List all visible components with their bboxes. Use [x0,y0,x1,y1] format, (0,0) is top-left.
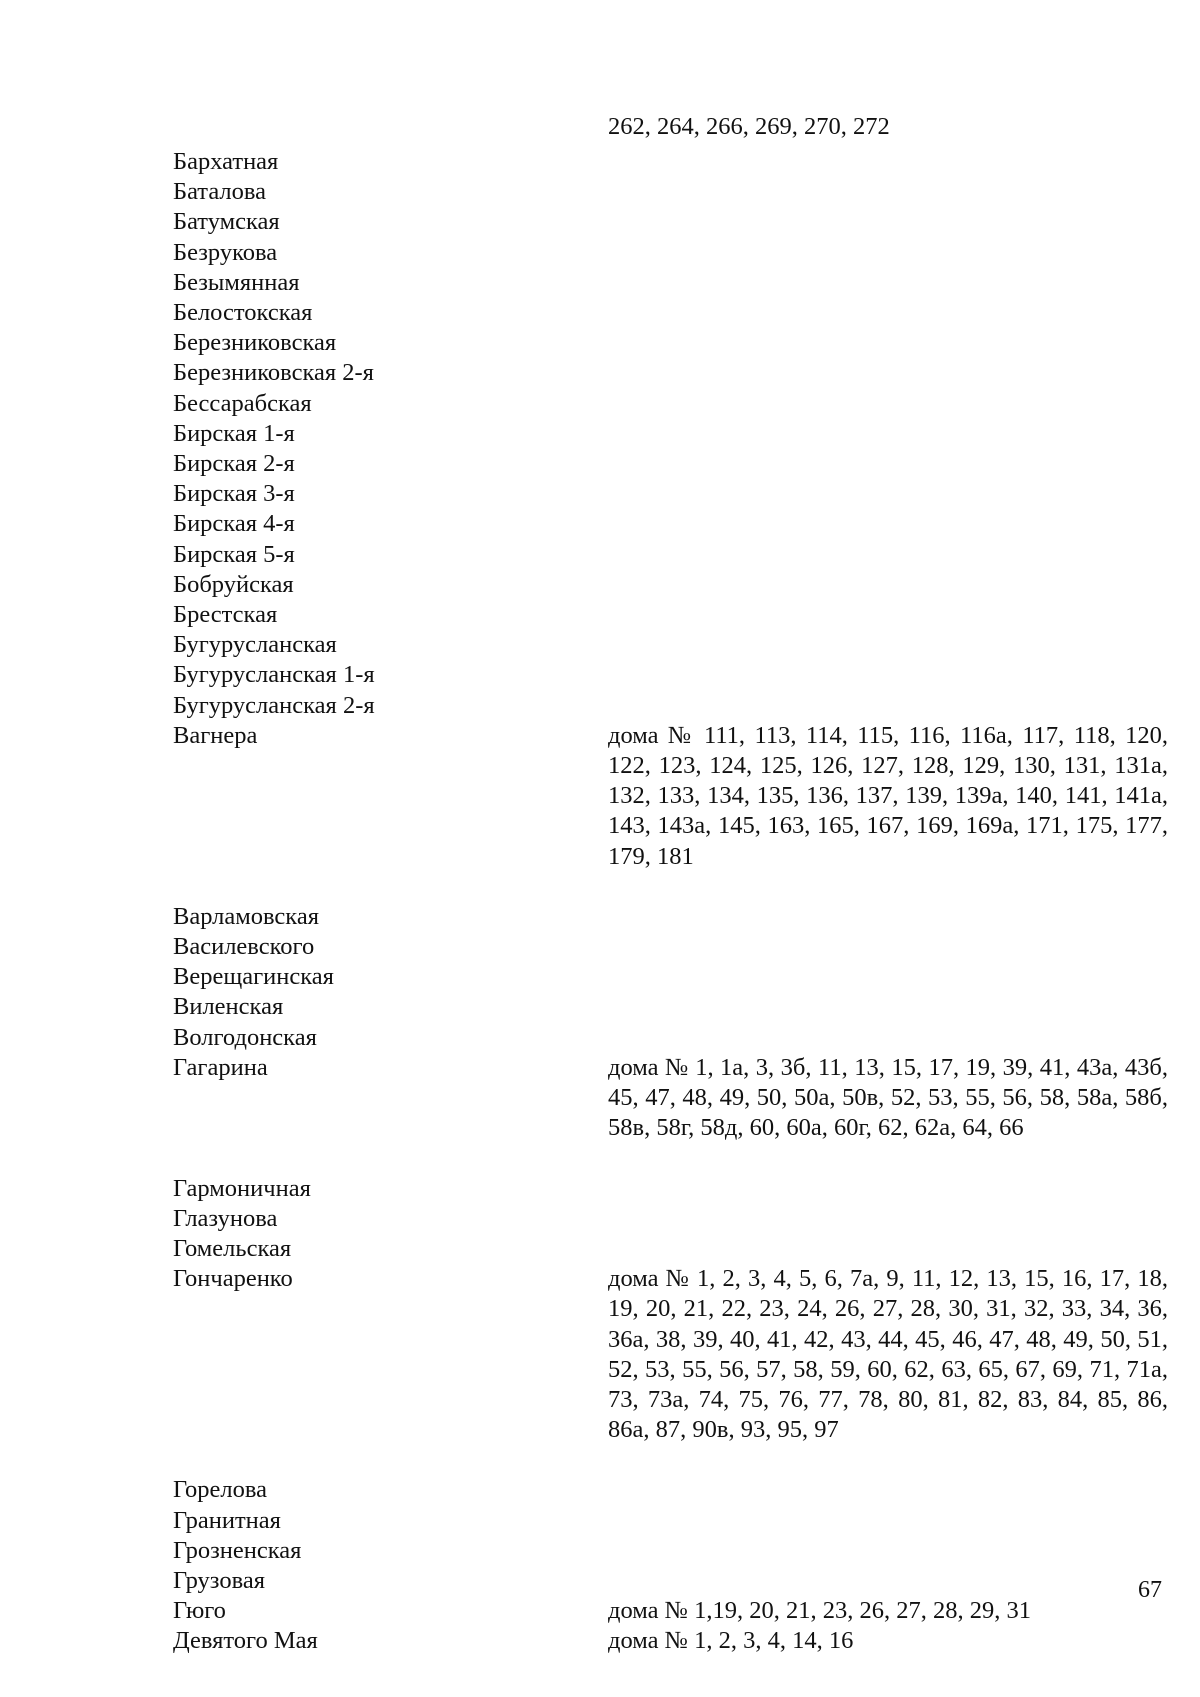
street-list [0,147,1200,1657]
street-row [0,630,1200,660]
street-row [0,1626,1200,1656]
street-name: Верещагинская [173,963,334,991]
street-row [0,1023,1200,1053]
street-name: Батумская [173,208,280,236]
street-row [0,1204,1200,1234]
house-numbers: дома № 1,19, 20, 21, 23, 26, 27, 28, 29, 31 [608,1597,1031,1625]
street-row [0,962,1200,992]
street-name: Гомельская [173,1234,292,1262]
street-name: Брестская [173,601,278,629]
street-row [0,1566,1200,1596]
street-row [0,358,1200,388]
street-name: Бирская 4-я [173,510,295,538]
street-name: Бугурусланская [173,631,337,659]
street-row [0,238,1200,268]
street-row [0,660,1200,690]
street-name: Гагарина [173,1053,268,1081]
page-number: 67 [1138,1577,1162,1603]
street-row [0,419,1200,449]
street-name: Бугурусланская 2-я [173,691,375,719]
street-row [0,479,1200,509]
street-name: Бирская 3-я [173,480,295,508]
street-row [0,1264,1200,1445]
street-row [0,1174,1200,1204]
street-name: Баталова [173,178,266,206]
street-row [0,600,1200,630]
street-name: Безымянная [173,268,300,296]
street-name: Варламовская [173,902,319,930]
street-name: Березниковская [173,329,337,357]
street-name: Гармоничная [173,1174,311,1202]
street-row [0,721,1200,872]
street-row [0,902,1200,932]
street-name: Бархатная [173,148,279,175]
street-row [0,691,1200,721]
street-name: Василевского [173,933,315,961]
house-numbers: дома № 1, 2, 3, 4, 14, 16 [608,1627,854,1655]
street-row [0,540,1200,570]
street-name: Грозненская [173,1536,302,1564]
street-row [0,268,1200,298]
street-row [0,147,1200,177]
street-name: Горелова [173,1476,267,1504]
street-name: Бирская 1-я [173,419,295,447]
street-row [0,389,1200,419]
street-name: Девятого Мая [173,1627,318,1655]
street-name: Гранитная [173,1506,281,1534]
street-row [0,449,1200,479]
street-name: Бирская 2-я [173,450,295,478]
house-numbers: дома № 1, 1а, 3, 3б, 11, 13, 15, 17, 19, 39, 41, 43а, 43б, 45, 47, 48, 49, 50, 50а, 50в, 52, 53, 55, 56, 58, 58а, 58б, 58в, 58г, 58д, 60, 60а, 60г, 62, 62а, 64, 66 [608,1053,1168,1142]
street-name: Глазунова [173,1204,278,1232]
street-name: Белостокская [173,299,313,327]
street-name: Бугурусланская 1-я [173,661,375,689]
street-row [0,207,1200,237]
street-row [0,298,1200,328]
street-name: Волгодонская [173,1023,317,1051]
street-name: Гюго [173,1597,226,1625]
street-row [0,932,1200,962]
street-row [0,1506,1200,1536]
street-name: Бессарабская [173,389,312,417]
street-name: Березниковская 2-я [173,359,374,387]
street-row [0,570,1200,600]
continued-house-numbers: 262, 264, 266, 269, 270, 272 [608,113,890,140]
house-numbers: дома № 1, 2, 3, 4, 5, 6, 7а, 9, 11, 12, 13, 15, 16, 17, 18, 19, 20, 21, 22, 23, 24, 26, 27, 28, 30, 31, 32, 33, 34, 36, 36а, 38, 39, 40, 41, 42, 43, 44, 45, 46, 47, 48, 49, 50, 51, 52, 53, 55, 56, 57, 58, 59, 60, 62, 63, 65, 67, 69, 71, 71а, 73, 73а, 74, 75, 76, 77, 78, 80, 81, 82, 83, 84, 85, 86, 86а, 87, 90в, 93, 95, 97 [608,1265,1168,1444]
street-name: Безрукова [173,238,278,266]
street-row [0,1596,1200,1626]
street-name: Вагнера [173,721,258,749]
street-name: Грузовая [173,1566,265,1594]
street-name: Бирская 5-я [173,540,295,568]
street-name: Виленская [173,993,284,1021]
street-row [0,177,1200,207]
street-row [0,1234,1200,1264]
street-row [0,1053,1200,1144]
street-name: Гончаренко [173,1265,293,1293]
street-row [0,509,1200,539]
street-row [0,328,1200,358]
house-numbers: дома № 111, 113, 114, 115, 116, 116а, 117, 118, 120, 122, 123, 124, 125, 126, 127, 128, 129, 130, 131, 131а, 132, 133, 134, 135, 136, 137, 139, 139а, 140, 141, 141а, 143, 143а, 145, 163, 165, 167, 169, 169а, 171, 175, 177, 179, 181 [608,721,1168,870]
street-row [0,1475,1200,1505]
street-name: Бобруйская [173,570,294,598]
street-row [0,992,1200,1022]
street-row [0,1536,1200,1566]
